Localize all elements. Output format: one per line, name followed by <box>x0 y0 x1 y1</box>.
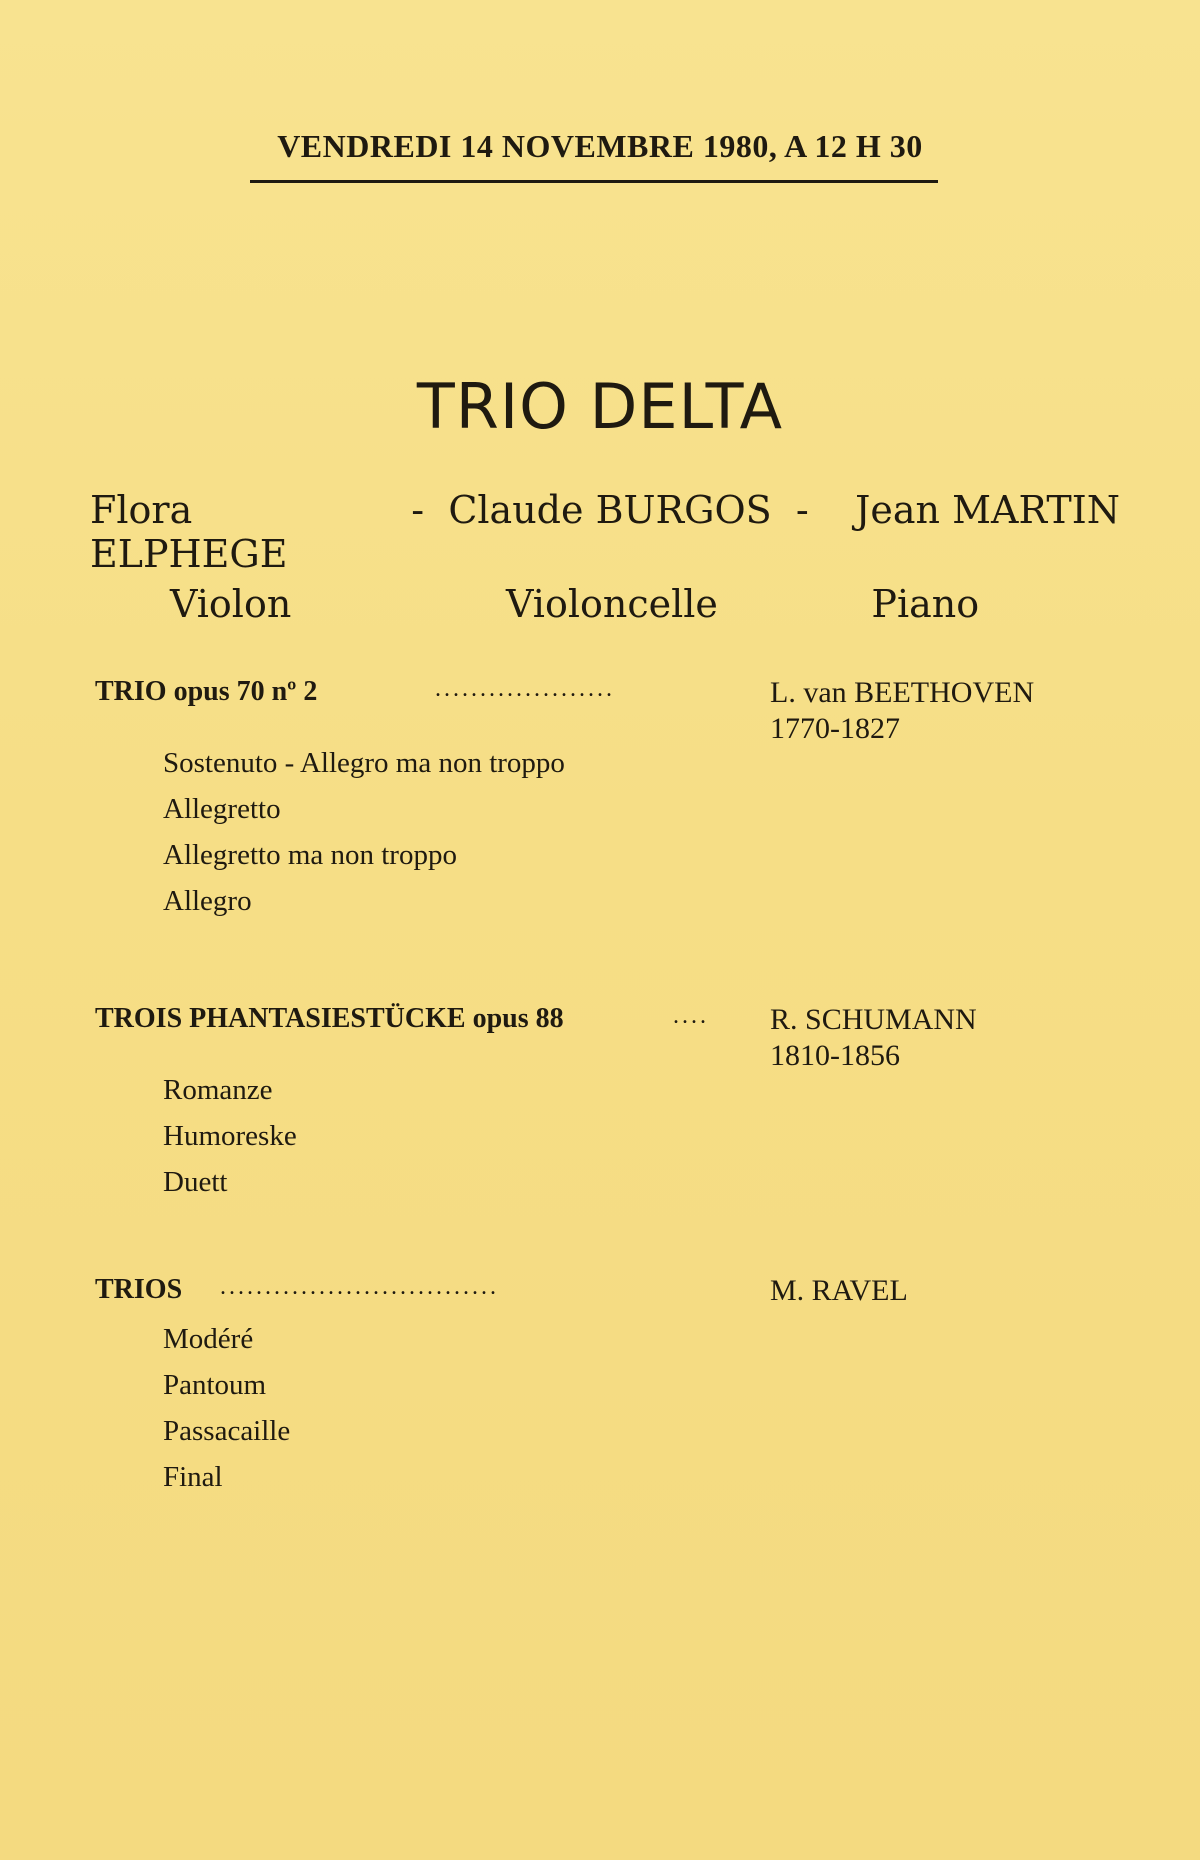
movement-item: Allegro <box>163 885 252 917</box>
name-separator: - <box>795 488 809 532</box>
movement-list <box>163 740 565 924</box>
name-separator: - <box>411 488 425 532</box>
performer-name-3: Jean MARTIN <box>855 488 1120 532</box>
movement-item: Final <box>163 1461 223 1493</box>
movement-list <box>163 1316 290 1500</box>
performer-instruments-row <box>90 582 1120 626</box>
movement-item: Pantoum <box>163 1369 267 1401</box>
movement-item: Sostenuto - Allegro ma non troppo <box>163 747 565 779</box>
composer-name: L. van BEETHOVEN <box>770 676 1035 709</box>
composer-dates: 1810-1856 <box>770 1039 900 1072</box>
work-heading-line <box>95 676 1135 745</box>
program-work-2 <box>95 1003 1135 1198</box>
work-title: TRIO opus 70 nº 2 <box>95 676 318 707</box>
performer-name-2-group <box>390 488 830 532</box>
movement-item: Allegretto ma non troppo <box>163 839 457 871</box>
movement-item: Duett <box>163 1166 228 1198</box>
work-title: TRIOS <box>95 1274 183 1305</box>
movement-item: Humoreske <box>163 1120 297 1152</box>
work-title: TROIS PHANTASIESTÜCKE opus 88 <box>95 1003 564 1034</box>
work-heading-line <box>95 1003 1135 1072</box>
work-heading-line <box>95 1274 1135 1314</box>
performer-names-row <box>90 488 1120 576</box>
composer-dates: 1770-1827 <box>770 712 900 745</box>
movement-item: Passacaille <box>163 1415 291 1447</box>
ensemble-title: TRIO DELTA <box>416 370 784 443</box>
performer-name-1: Flora ELPHEGE <box>90 488 288 576</box>
performer-instrument-1: Violon <box>170 582 292 626</box>
program-work-1 <box>95 676 1135 917</box>
program-work-3 <box>95 1274 1135 1493</box>
performer-instrument-2: Violoncelle <box>506 582 718 626</box>
performers-block <box>90 488 1120 626</box>
concert-date-time: VENDREDI 14 NOVEMBRE 1980, A 12 H 30 <box>277 128 923 164</box>
leader-dots: ............................... <box>220 1274 499 1300</box>
movement-item: Modéré <box>163 1323 254 1355</box>
performer-instrument-3: Piano <box>871 582 980 626</box>
movement-list <box>163 1067 297 1205</box>
movement-item: Romanze <box>163 1074 273 1106</box>
composer-name: R. SCHUMANN <box>770 1003 977 1036</box>
header-divider <box>250 180 938 183</box>
composer-name: M. RAVEL <box>770 1274 908 1307</box>
leader-dots: .... <box>673 1003 709 1029</box>
movement-item: Allegretto <box>163 793 281 825</box>
leader-dots: .................... <box>435 676 615 702</box>
performer-name-2: Claude BURGOS <box>448 488 772 532</box>
